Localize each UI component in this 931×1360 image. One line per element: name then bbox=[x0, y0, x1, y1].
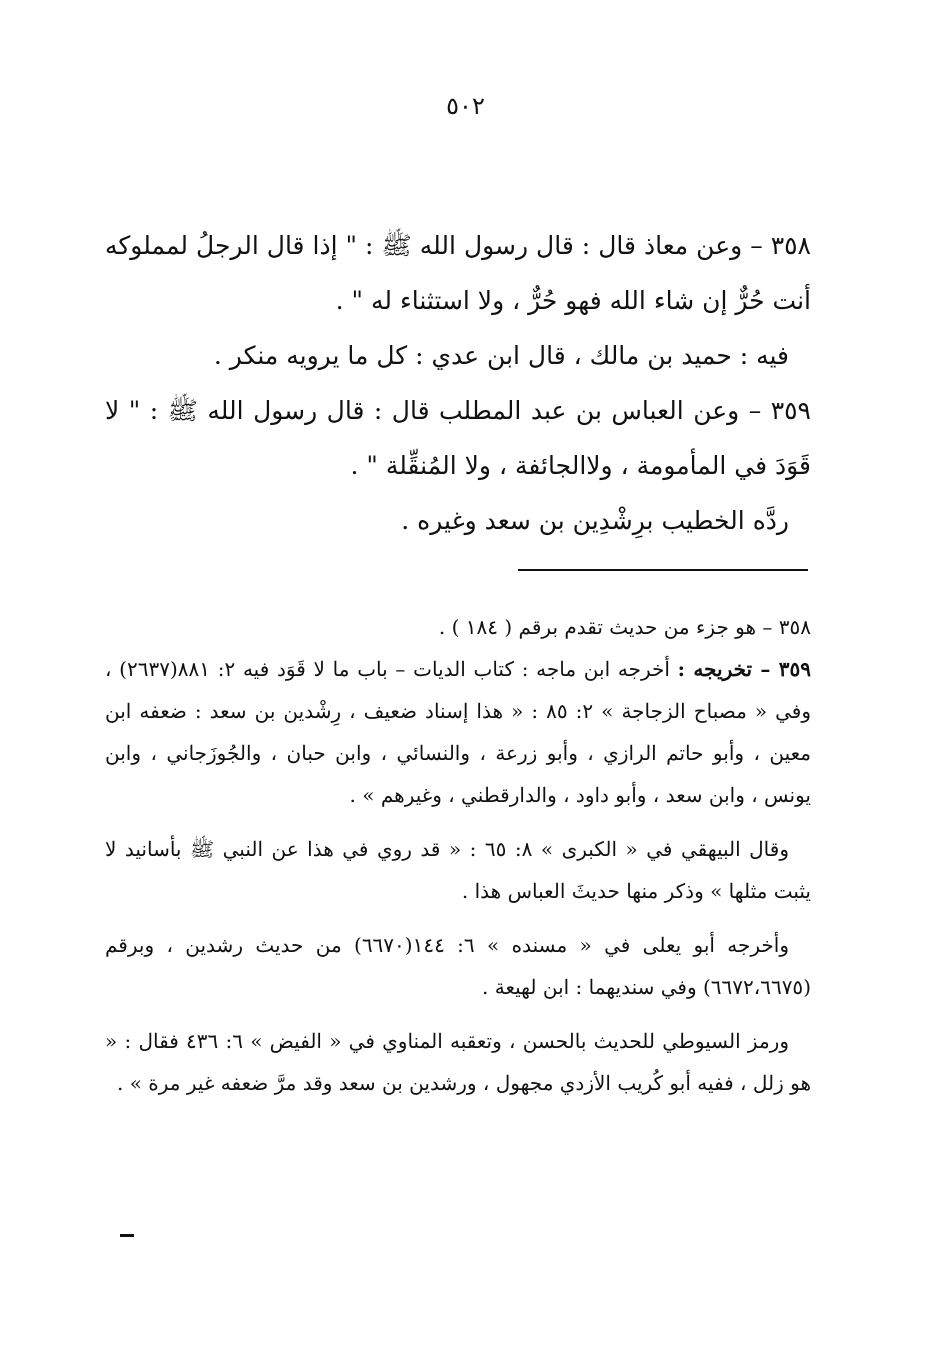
hadith-358-commentary: فيه : حميد بن مالك ، قال ابن عدي : كل ما يرويه منكر . bbox=[213, 341, 789, 370]
page-number: ٥٠٢ bbox=[446, 92, 485, 120]
footnote-359-label: ٣٥٩ – تخريجه : bbox=[677, 657, 811, 681]
footnote-bayhaqi: وقال البيهقي في « الكبرى » ٨: ٦٥ : « قد روي في هذا عن النبي ﷺ بأسانيد لا يثبت مثلها » وذكر منها حديثَ العباس هذا . bbox=[105, 837, 811, 903]
footnote-359 bbox=[105, 648, 811, 816]
end-mark bbox=[120, 1234, 134, 1237]
hadith-359: ٣٥٩ – وعن العباس بن عبد المطلب قال : قال رسول الله ﷺ : " لا قَوَدَ في المأمومة ، ولاالجائفة ، ولا المُنقِّلة " . bbox=[105, 396, 811, 480]
footnote-359-text: أخرجه ابن ماجه : كتاب الديات – باب ما لا قَوَد فيه ٢: ٨٨١(٢٦٣٧) ، وفي « مصباح الزجاجة » ٢: ٨٥ : « هذا إسناد ضعيف ، رِشْدين بن سعد : ضعفه ابن معين ، وأبو حاتم الرازي ، وأبو زرعة ، والنسائي ، وابن حبان ، والجُوزَجاني ، وابن يونس ، وابن سعد ، وأبو داود ، والدارقطني ، وغيرهم » . bbox=[105, 657, 811, 807]
main-text-body bbox=[105, 218, 811, 548]
footnote-suyuti: ورمز السيوطي للحديث بالحسن ، وتعقبه المناوي في « الفيض » ٦: ٤٣٦ فقال : « هو زلل ، ففيه أبو كُريب الأزدي مجهول ، ورشدين بن سعد وقد مرَّ ضعفه غير مرة » . bbox=[105, 1029, 811, 1095]
footnote-abu-yala: وأخرجه أبو يعلى في « مسنده » ٦: ١٤٤(٦٦٧٠) من حديث رشدين ، وبرقم (٦٦٧٢،٦٦٧٥) وفي سنديهما : ابن لهيعة . bbox=[105, 933, 811, 999]
hadith-358: ٣٥٨ – وعن معاذ قال : قال رسول الله ﷺ : " إذا قال الرجلُ لمملوكه أنت حُرٌّ إن شاء الله فهو حُرٌّ ، ولا استثناء له " . bbox=[105, 231, 811, 315]
hadith-359-commentary: ردَّه الخطيب برِشْدِين بن سعد وغيره . bbox=[401, 506, 789, 535]
footnotes-section bbox=[105, 606, 811, 1104]
footnote-separator bbox=[518, 569, 808, 571]
footnote-358: ٣٥٨ – هو جزء من حديث تقدم برقم ( ١٨٤ ) . bbox=[438, 615, 811, 639]
